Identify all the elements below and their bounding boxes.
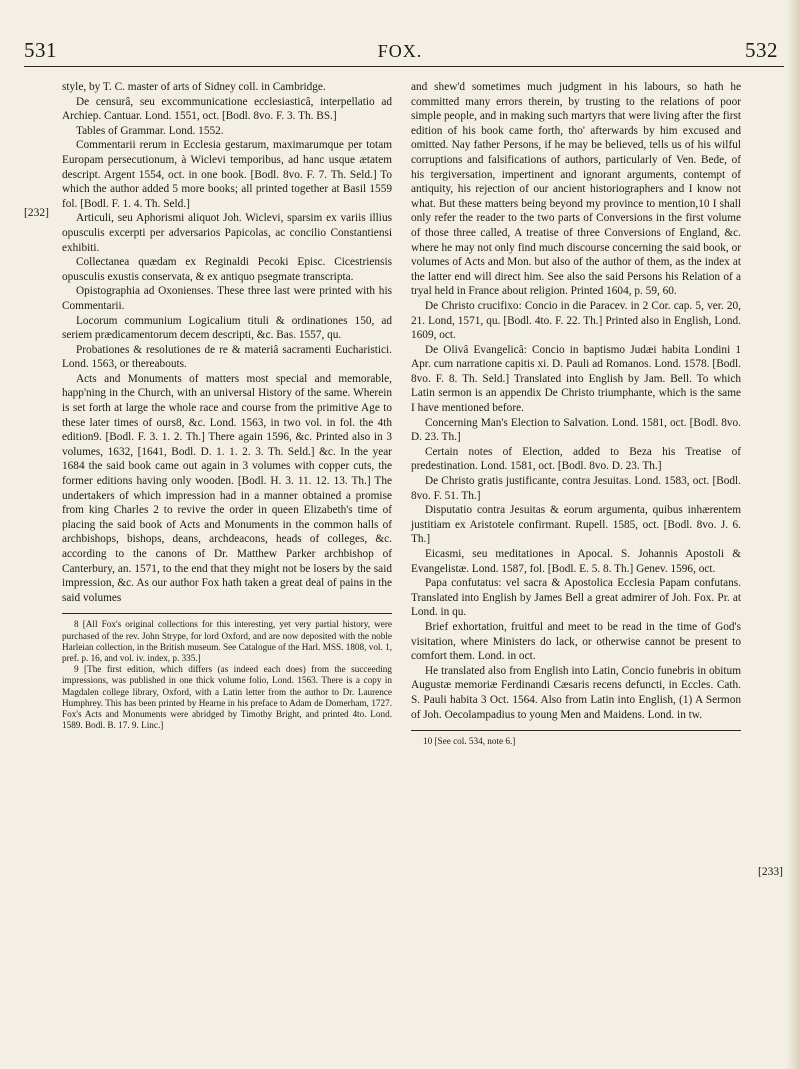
entry-paragraph: Commentarii rerum in Ecclesia gestarum, maximarumque per totam Europam persecutionum, à Wiclevi temporibus, ad hanc usque ætatem descript. Argent 1554, oct. in one book. [Bodl. 8vo. F. 7. Th. Seld.] To which the author added 5 more books; all printed together at Basil 1559 fol. [Bodl. F. 1. 4. Th. Seld.]: [62, 139, 392, 210]
footnote: 9 [The first edition, which differs (as indeed each does) from the succeeding impressions, was published in one thick volume folio, Lond. 1563. There is a copy in Magdalen college library, Oxford, with a Latin letter from the author to Dr. Laurence Humphrey. This has been printed by Hearne in his preface to Adam de Domerham, 1727. Fox's Acts and Monuments were abridged by Timothy Bright, and printed 4to. Lond. 1589. Bodl. B. 17. 9. Linc.]: [62, 664, 392, 731]
entry-paragraph: Papa confutatus: vel sacra & Apostolica Ecclesia Papam confutans. Translated into English by James Bell a great admirer of Joh. Fox. Pr. at Lond. in qu.: [411, 577, 741, 619]
left-column: [62, 80, 392, 731]
right-column: [411, 80, 741, 747]
entry-paragraph: De Olivâ Evangelicâ: Concio in baptismo Judæi habita Londini 1 Apr. cum narratione capitis xi. D. Pauli ad Romanos. Lond. 1578. [Bodl. 8vo. F. 8. Th. Seld.] Translated into English by Jam. Bell. To which Latin sermon is an appendix De Christo triumphante, which is the same I have mentioned before.: [411, 343, 741, 415]
margin-note-right: [233]: [758, 866, 783, 878]
footnote: 10 [See col. 534, note 6.]: [423, 736, 516, 747]
page-number-right: 532: [745, 38, 778, 62]
margin-note-left: [232]: [24, 207, 49, 219]
page-edge-shadow: [786, 0, 800, 1069]
entry-paragraph: Concerning Man's Election to Salvation. Lond. 1581, oct. [Bodl. 8vo. D. 23. Th.]: [411, 416, 741, 444]
page-number-left: 531: [24, 38, 57, 62]
entry-paragraph: Opistographia ad Oxonienses. These three last were printed with his Commentarii.: [62, 285, 392, 312]
entry-paragraph: Acts and Monuments of matters most special and memorable, happ'ning in the Church, with an universal History of the same. Wherein is set forth at large the whole race and course from the primitive Age to these later times of ours8, &c. Lond. 1563, in two vol. in fol. the 4th edition9. [Bodl. F. 3. 1. 2. Th.] There again 1596, &c. Printed also in 3 volumes, 1632, [1641, Bodl. D. 1. 1. 2. 3. Th. Seld.] &c. In the year 1684 the said book came out again in 3 volumes with copper cuts, the former editions having only wooden. [Bodl. H. 3. 11. 12. 13. Th.] The undertakers of which impression had in a manner obtained a promise from king Charles 2 to revive the order in queen Elizabeth's time of placing the said book of Acts and Monuments in the common halls of archbishops, bishops, deans, archdeacons, heads of colleges, &c. according to the canons of Dr. Matthew Parker archbishop of Canterbury, an. 1571, to the end that they might not be losers by the said impression, &c. As our author Fox hath taken a great deal of pains in the said volumes: [62, 372, 392, 604]
running-title: FOX.: [377, 41, 423, 61]
entry-paragraph: Articuli, seu Aphorismi aliquot Joh. Wiclevi, sparsim ex variis illius opusculis excerpti per adversarios Papicolas, ac concilio Constantiensi exhibiti.: [62, 212, 392, 254]
entry-paragraph: He translated also from English into Latin, Concio funebris in obitum Augustæ memoriæ Ferdinandi Cæsaris recens defuncti, in Eccles. Cath. S. Pauli habita 3 Oct. 1564. Also from Latin into English, (1) A Sermon of Joh. Oecolampadius to young Men and Maidens. Lond. in tw.: [411, 664, 741, 721]
entry-paragraph: Disputatio contra Jesuitas & eorum argumenta, quibus inhærentem justitiam ex Aristotele confirmant. Rupell. 1585, oct. [Bodl. 8vo. J. 6. Th.]: [411, 504, 741, 546]
footnote: 8 [All Fox's original collections for this interesting, yet very partial history, were purchased of the rev. John Strype, for lord Oxford, and are now deposited with the noble Harleian collection, in the British museum. See Catalogue of the Harl. MSS. 1808, vol. 1, pref. p. 16, and vol. iv. index, p. 335.]: [62, 619, 392, 663]
entry-paragraph: style, by T. C. master of arts of Sidney coll. in Cambridge.: [62, 81, 326, 93]
footnotes-left: [62, 613, 392, 731]
entry-paragraph: Tables of Grammar. Lond. 1552.: [76, 124, 224, 137]
entry-paragraph: Brief exhortation, fruitful and meet to be read in the time of God's visitation, where Ministers do lack, or otherwise cannot be present to comfort them. Lond. in oct.: [411, 620, 741, 663]
entry-paragraph: Locorum communium Logicalium tituli & ordinationes 150, ad seriem prædicamentorum decem descripti, &c. Bas. 1557, qu.: [62, 314, 392, 342]
entry-paragraph: De Christo gratis justificante, contra Jesuitas. Lond. 1583, oct. [Bodl. 8vo. F. 51. Th.]: [411, 475, 741, 502]
entry-paragraph: Probationes & resolutiones de re & materiâ sacramenti Eucharistici. Lond. 1563, or thereabouts.: [62, 343, 392, 371]
footnotes-right: [411, 730, 741, 747]
header-rule: [24, 66, 784, 67]
entry-paragraph: Collectanea quædam ex Reginaldi Pecoki Episc. Cicestriensis opusculis exustis conservata, & ex antiquo psegmate transcripta.: [62, 256, 392, 283]
entry-paragraph: Eicasmi, seu meditationes in Apocal. S. Johannis Apostoli & Evangelistæ. Lond. 1587, fol. [Bodl. E. 5. 8. Th.] Genev. 1596, oct.: [411, 548, 741, 575]
entry-paragraph: De Christo crucifixo: Concio in die Paracev. in 2 Cor. cap. 5, ver. 20, 21. Lond, 1571, qu. [Bodl. 4to. F. 22. Th.] Printed also in English, Lond. 1609, oct.: [411, 299, 741, 342]
entry-paragraph: Certain notes of Election, added to Beza his Treatise of predestination. Lond. 1581, oct. [Bodl. 8vo. D. 23. Th.]: [411, 445, 741, 473]
entry-paragraph: De censurâ, seu excommunicatione ecclesiasticâ, interpellatio ad Archiep. Cantuar. Lond. 1551, oct. [Bodl. 8vo. F. 3. Th. BS.]: [62, 95, 392, 123]
entry-paragraph: and shew'd sometimes much judgment in his labours, so hath he committed many errors therein, by trusting to the relations of poor simple people, and in making such martyrs that were living after the first edition of his book came forth, tho' afterwards by him excused and omitted. Nay father Persons, if he may be believed, tells us of his wilful corruptions and falsifications of authors, particularly of Ven. Bede, of his tergiversation, impertinent and ignorant arguments, contempt of antiquity, his rejection of our ancient historiographers and I know not what. But these matters being beyond my province to mention,10 I shall only refer the reader to the two parts of Conversions in the first volume of those three called, A treatise of three Conversions of England, &c. where he may not only find much discourse concerning the said book, or volumes of Acts and Mon. but also of the author of them, as the index at the latter end will direct him. See also the said Persons his Relation of a tryal held in France about religion. Printed 1604, p. 59, 60.: [411, 81, 741, 298]
